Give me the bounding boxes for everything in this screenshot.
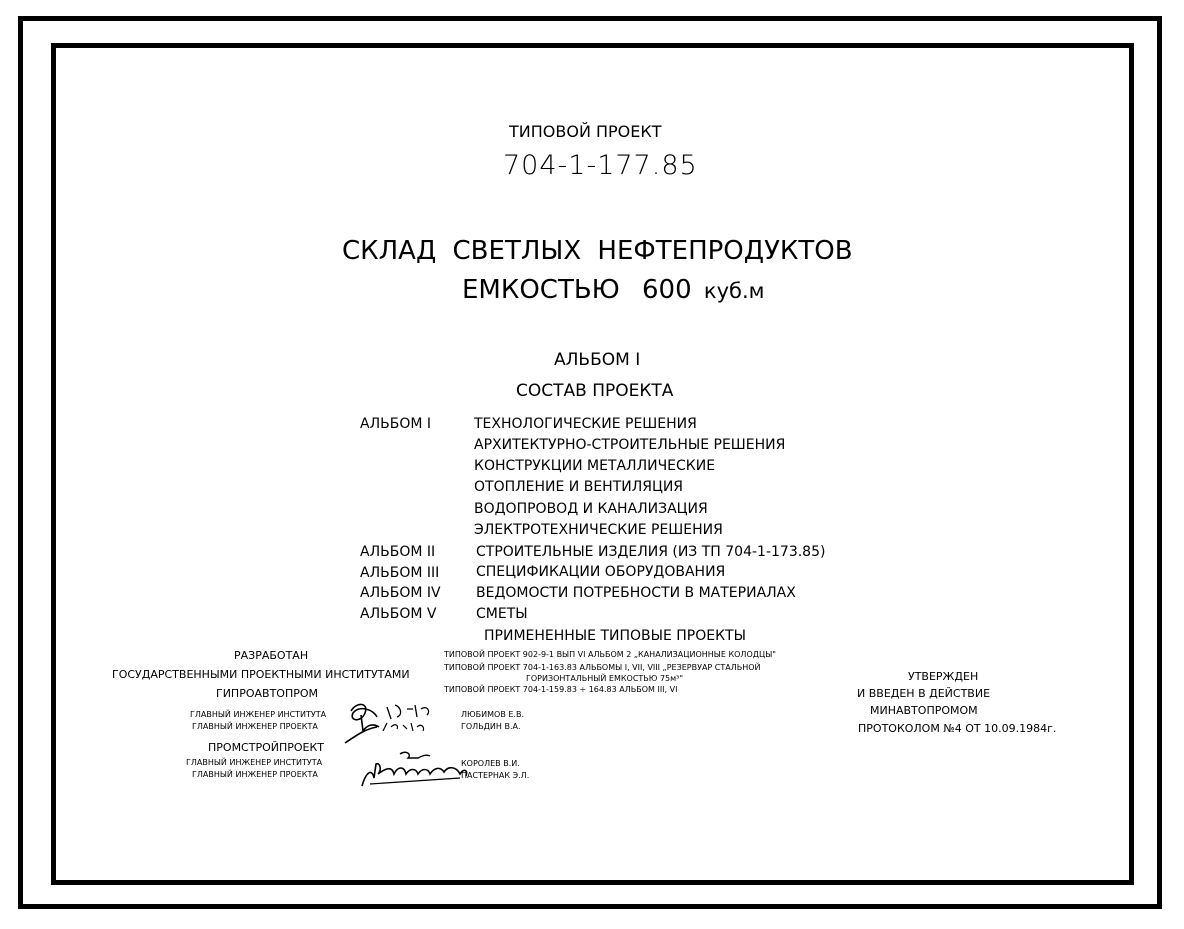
role-label: ГЛАВНЫЙ ИНЖЕНЕР ПРОЕКТА [192,770,318,779]
signature-promstroi [360,748,470,792]
contents-item: АРХИТЕКТУРНО-СТРОИТЕЛЬНЫЕ РЕШЕНИЯ [474,437,786,453]
person-name: ЛЮБИМОВ Е.В. [461,710,524,719]
contents-item: ЭЛЕКТРОТЕХНИЧЕСКИЕ РЕШЕНИЯ [474,522,723,538]
contents-item: СТРОИТЕЛЬНЫЕ ИЗДЕЛИЯ (ИЗ ТП 704-1-173.85) [476,544,826,560]
capacity-unit: куб.м [703,279,765,303]
contents-album-label: АЛЬБОМ II [360,544,436,560]
document-title-line2 [462,277,765,303]
institute-name: ГИПРОАВТОПРОМ [216,687,319,700]
institute-name: ПРОМСТРОЙПРОЕКТ [208,741,325,754]
capacity-value: 600 [642,275,692,305]
contents-item: ТЕХНОЛОГИЧЕСКИЕ РЕШЕНИЯ [474,416,697,432]
person-name: КОРОЛЕВ В.И. [461,759,520,768]
project-number: 704-1-177.85 [503,150,698,181]
approved-line: И ВВЕДЕН В ДЕЙСТВИЕ [857,687,991,700]
contents-item: СМЕТЫ [476,606,528,622]
applied-line: ТИПОВОЙ ПРОЕКТ 902-9-1 ВЫП VI АЛЬБОМ 2 „КАНАЛИЗАЦИОННЫЕ КОЛОДЦЫ" [444,650,776,659]
album-name: АЛЬБОМ I [554,350,641,370]
person-name: ПАСТЕРНАК Э.Л. [461,771,530,780]
contents-item: ВЕДОМОСТИ ПОТРЕБНОСТИ В МАТЕРИАЛАХ [476,585,796,601]
role-label: ГЛАВНЫЙ ИНЖЕНЕР ИНСТИТУТА [186,758,323,767]
contents-album-label: АЛЬБОМ III [360,565,440,581]
developed-by: ГОСУДАРСТВЕННЫМИ ПРОЕКТНЫМИ ИНСТИТУТАМИ [112,668,410,681]
capacity-prefix: ЕМКОСТЬЮ [462,275,620,305]
person-name: ГОЛЬДИН В.А. [461,722,521,731]
document-title: СКЛАД СВЕТЛЫХ НЕФТЕПРОДУКТОВ [342,236,853,266]
approved-line: ПРОТОКОЛОМ №4 ОТ 10.09.1984г. [858,722,1057,735]
applied-line: ТИПОВОЙ ПРОЕКТ 704-1-163.83 АЛЬБОМЫ I, VII, VIII „РЕЗЕРВУАР СТАЛЬНОЙ [444,663,761,672]
approved-line: УТВЕРЖДЕН [908,670,979,683]
approved-line: МИНАВТОПРОМОМ [870,704,978,717]
applied-line: ГОРИЗОНТАЛЬНЫЙ ЕМКОСТЬЮ 75м³" [526,674,684,683]
contents-item: ВОДОПРОВОД И КАНАЛИЗАЦИЯ [474,501,708,517]
signature-gipro [343,697,453,747]
contents-album-label: АЛЬБОМ I [360,416,431,432]
role-label: ГЛАВНЫЙ ИНЖЕНЕР ИНСТИТУТА [190,710,327,719]
contents-item: СПЕЦИФИКАЦИИ ОБОРУДОВАНИЯ [476,564,726,580]
contents-item: КОНСТРУКЦИИ МЕТАЛЛИЧЕСКИЕ [474,458,716,474]
header-label: ТИПОВОЙ ПРОЕКТ [509,122,662,141]
contents-item: ОТОПЛЕНИЕ И ВЕНТИЛЯЦИЯ [474,479,684,495]
developed-label: РАЗРАБОТАН [234,649,309,662]
contents-album-label: АЛЬБОМ IV [360,585,441,601]
applied-title: ПРИМЕНЕННЫЕ ТИПОВЫЕ ПРОЕКТЫ [484,628,746,644]
contents-album-label: АЛЬБОМ V [360,606,437,622]
applied-line: ТИПОВОЙ ПРОЕКТ 704-1-159.83 ÷ 164.83 АЛЬБОМ III, VI [444,685,678,694]
album-subtitle: СОСТАВ ПРОЕКТА [516,381,674,401]
role-label: ГЛАВНЫЙ ИНЖЕНЕР ПРОЕКТА [192,722,318,731]
